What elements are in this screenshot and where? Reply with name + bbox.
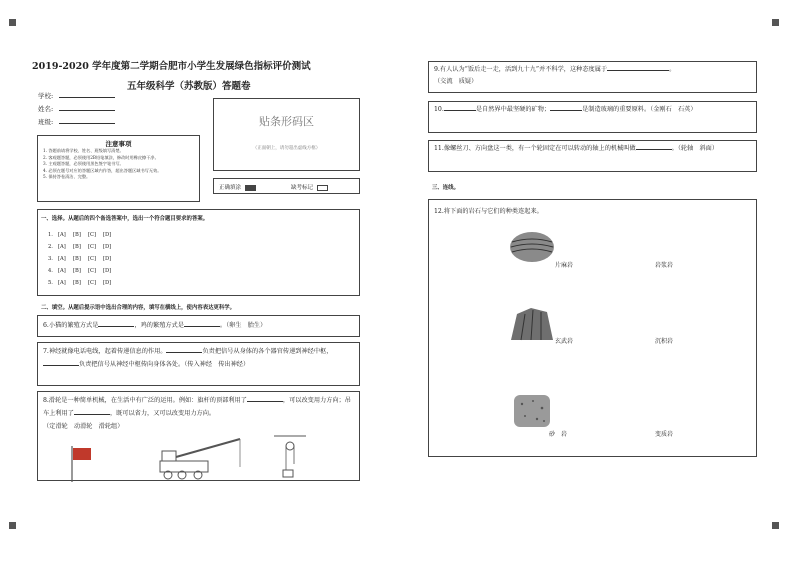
question-8 [38,392,359,435]
q10-number: 10. [434,106,444,113]
choice-row[interactable] [48,256,118,262]
page-title: 2019-2020 学年度第二学期合肥市小学生发展绿色指标评价测试 [32,61,311,72]
registration-mark-bottom-right [772,522,779,529]
option-c[interactable]: [C] [88,280,97,286]
notice-item: 1. 答题前请将学校、姓名、班级填写清楚。 [43,148,124,153]
choice-number: 1. [48,232,53,238]
option-b[interactable]: [B] [73,280,81,286]
filled-bubble-icon [245,185,256,191]
choice-number: 3. [48,256,53,262]
answer-blank[interactable] [607,64,669,71]
rock-label-sandstone[interactable]: 砂 岩 [549,431,568,438]
rock-label-basalt[interactable]: 玄武岩 [555,338,574,345]
option-c[interactable]: [C] [88,244,97,250]
q8-hint: （定滑轮 动滑轮 滑轮组） [43,423,124,430]
question-9-box [428,61,757,93]
flagpole-illustration [68,444,98,482]
answer-blank[interactable] [550,104,582,111]
answer-blank[interactable] [184,320,220,327]
question-7-box [37,342,360,386]
question-9 [429,62,756,90]
option-b[interactable]: [B] [73,244,81,250]
question-7 [38,343,359,373]
notice-box [37,135,200,202]
school-field[interactable] [38,91,115,100]
option-a[interactable]: [A] [58,256,66,262]
class-field[interactable] [38,117,115,126]
answer-blank[interactable] [74,408,110,415]
answer-blank[interactable] [43,359,79,366]
option-a[interactable]: [A] [58,268,66,274]
section3-heading: 三、连线。 [432,185,459,191]
school-label: 学校: [38,92,54,100]
barcode-area [213,98,360,171]
question-11 [429,141,756,157]
choice-row[interactable] [48,232,118,238]
name-label: 姓名: [38,105,54,113]
question-6 [38,316,359,333]
answer-blank[interactable] [247,395,283,402]
question-12-box [428,199,757,457]
choice-row[interactable] [48,244,118,250]
answer-blank[interactable] [166,346,202,353]
barcode-note: （正面朝上，请勿超出虚线方框） [252,146,321,151]
sandstone-rock-image [513,394,551,428]
option-a[interactable]: [A] [58,280,66,286]
question-10-box [428,101,757,133]
q7-text-c: 负责把信号从神经中枢传向身体各处。（传入神经 传出神经） [79,361,250,368]
option-b[interactable]: [B] [73,232,81,238]
notice-item: 3. 主观题答题，必须使用黑色签字笔书写。 [43,161,124,167]
q11-text-a: 11.像螺丝刀、方向盘这一类，有一个轮固定在可以转动的轴上的机械叫做 [434,145,636,152]
option-c[interactable]: [C] [88,268,97,274]
q6-text-b: ，鸡的繁殖方式是 [134,322,184,329]
q8-text-b: ，可以改变用力方向；吊车上利用了 [43,397,351,417]
choice-row[interactable] [48,280,118,286]
q10-text-c: 是制造玻璃的重要原料。（金刚石 石英） [582,106,697,113]
registration-mark-bottom-left [9,522,16,529]
choice-number: 2. [48,244,53,250]
class-label: 班级: [38,118,54,126]
option-d[interactable]: [D] [103,232,112,238]
barcode-title: 贴条形码区 [259,115,314,128]
absence-mark-label: 缺考标记 [291,185,314,191]
q9-text-b: 。 [669,66,676,73]
pulley-illustration [270,434,310,480]
q7-text-a: 7.神经就像电话电线，起着传递信息的作用。 [43,348,167,355]
q10-text-b: 是自然界中最坚硬的矿物； [475,106,551,113]
section1-heading: 一、选择。从题后的四个备选答案中，选出一个符合题目要求的答案。 [41,216,209,222]
option-d[interactable]: [D] [103,244,112,250]
empty-bubble-icon [317,185,328,191]
type-label-metamorphic[interactable]: 变质岩 [655,431,674,438]
basalt-rock-image [509,306,555,342]
q8-text-a: 8.滑轮是一种简单机械，在生活中有广泛的运用。例如：旗杆的顶部利用了 [43,397,247,404]
section2-heading: 二、填空。从题后提示语中选出合理的内容，填写在横线上，使内容表达更科学。 [41,305,236,311]
q8-text-c: ，既可以省力，又可以改变用力方向。 [109,410,216,417]
gneiss-rock-image [509,230,555,264]
q11-text-b: 。（轮轴 斜面） [671,145,719,152]
question-11-box [428,140,757,172]
type-label-igneous[interactable]: 岩浆岩 [655,262,674,269]
question-10 [429,102,756,118]
choice-number: 4. [48,268,53,274]
rock-label-gneiss[interactable]: 片麻岩 [555,262,574,269]
notice-item: 4. 必须在题号对应的答题区域内作答，超出答题区域书写无效。 [43,167,162,173]
fill-legend [213,178,360,194]
registration-mark-top-right [772,19,779,26]
option-d[interactable]: [D] [103,268,112,274]
notice-item: 5. 保持答卷清洁、完整。 [43,174,91,180]
option-c[interactable]: [C] [88,256,97,262]
option-b[interactable]: [B] [73,268,81,274]
option-c[interactable]: [C] [88,232,97,238]
q6-text-c: 。（卵生 胎生） [219,322,267,329]
q9-hint: （交流 质疑） [434,78,478,85]
type-label-sedimentary[interactable]: 沉积岩 [655,338,674,345]
choice-number: 5. [48,280,53,286]
option-b[interactable]: [B] [73,256,81,262]
notice-item: 2. 客观题答题，必须使用2B铅笔填涂，修改时用橡皮擦干净。 [43,154,159,160]
q9-text-a: 9.有人认为“饭后走一走，活到九十九”并不科学，这种态度属于 [434,66,608,73]
choice-row[interactable] [48,268,118,274]
registration-mark-top-left [9,19,16,26]
correct-fill-label: 正确填涂 [219,185,242,191]
answer-blank[interactable] [444,104,476,111]
page-subtitle: 五年级科学（苏教版）答题卷 [127,81,251,92]
question-12: 12.将下面的岩石与它们的种类连起来。 [434,208,543,215]
option-d[interactable]: [D] [103,256,112,262]
answer-blank[interactable] [636,143,672,150]
crane-illustration [148,437,268,481]
question-6-box [37,315,360,337]
notice-title: 注意事项 [105,140,132,148]
option-a[interactable]: [A] [58,244,66,250]
answer-blank[interactable] [98,320,134,327]
q7-text-b: 负责把信号从身体的各个器官传递到神经中枢， [202,348,333,355]
question-8-box [37,391,360,481]
option-d[interactable]: [D] [103,280,112,286]
option-a[interactable]: [A] [58,232,66,238]
name-field[interactable] [38,104,115,113]
q6-text-a: 6.小猫的繁殖方式是 [43,322,99,329]
